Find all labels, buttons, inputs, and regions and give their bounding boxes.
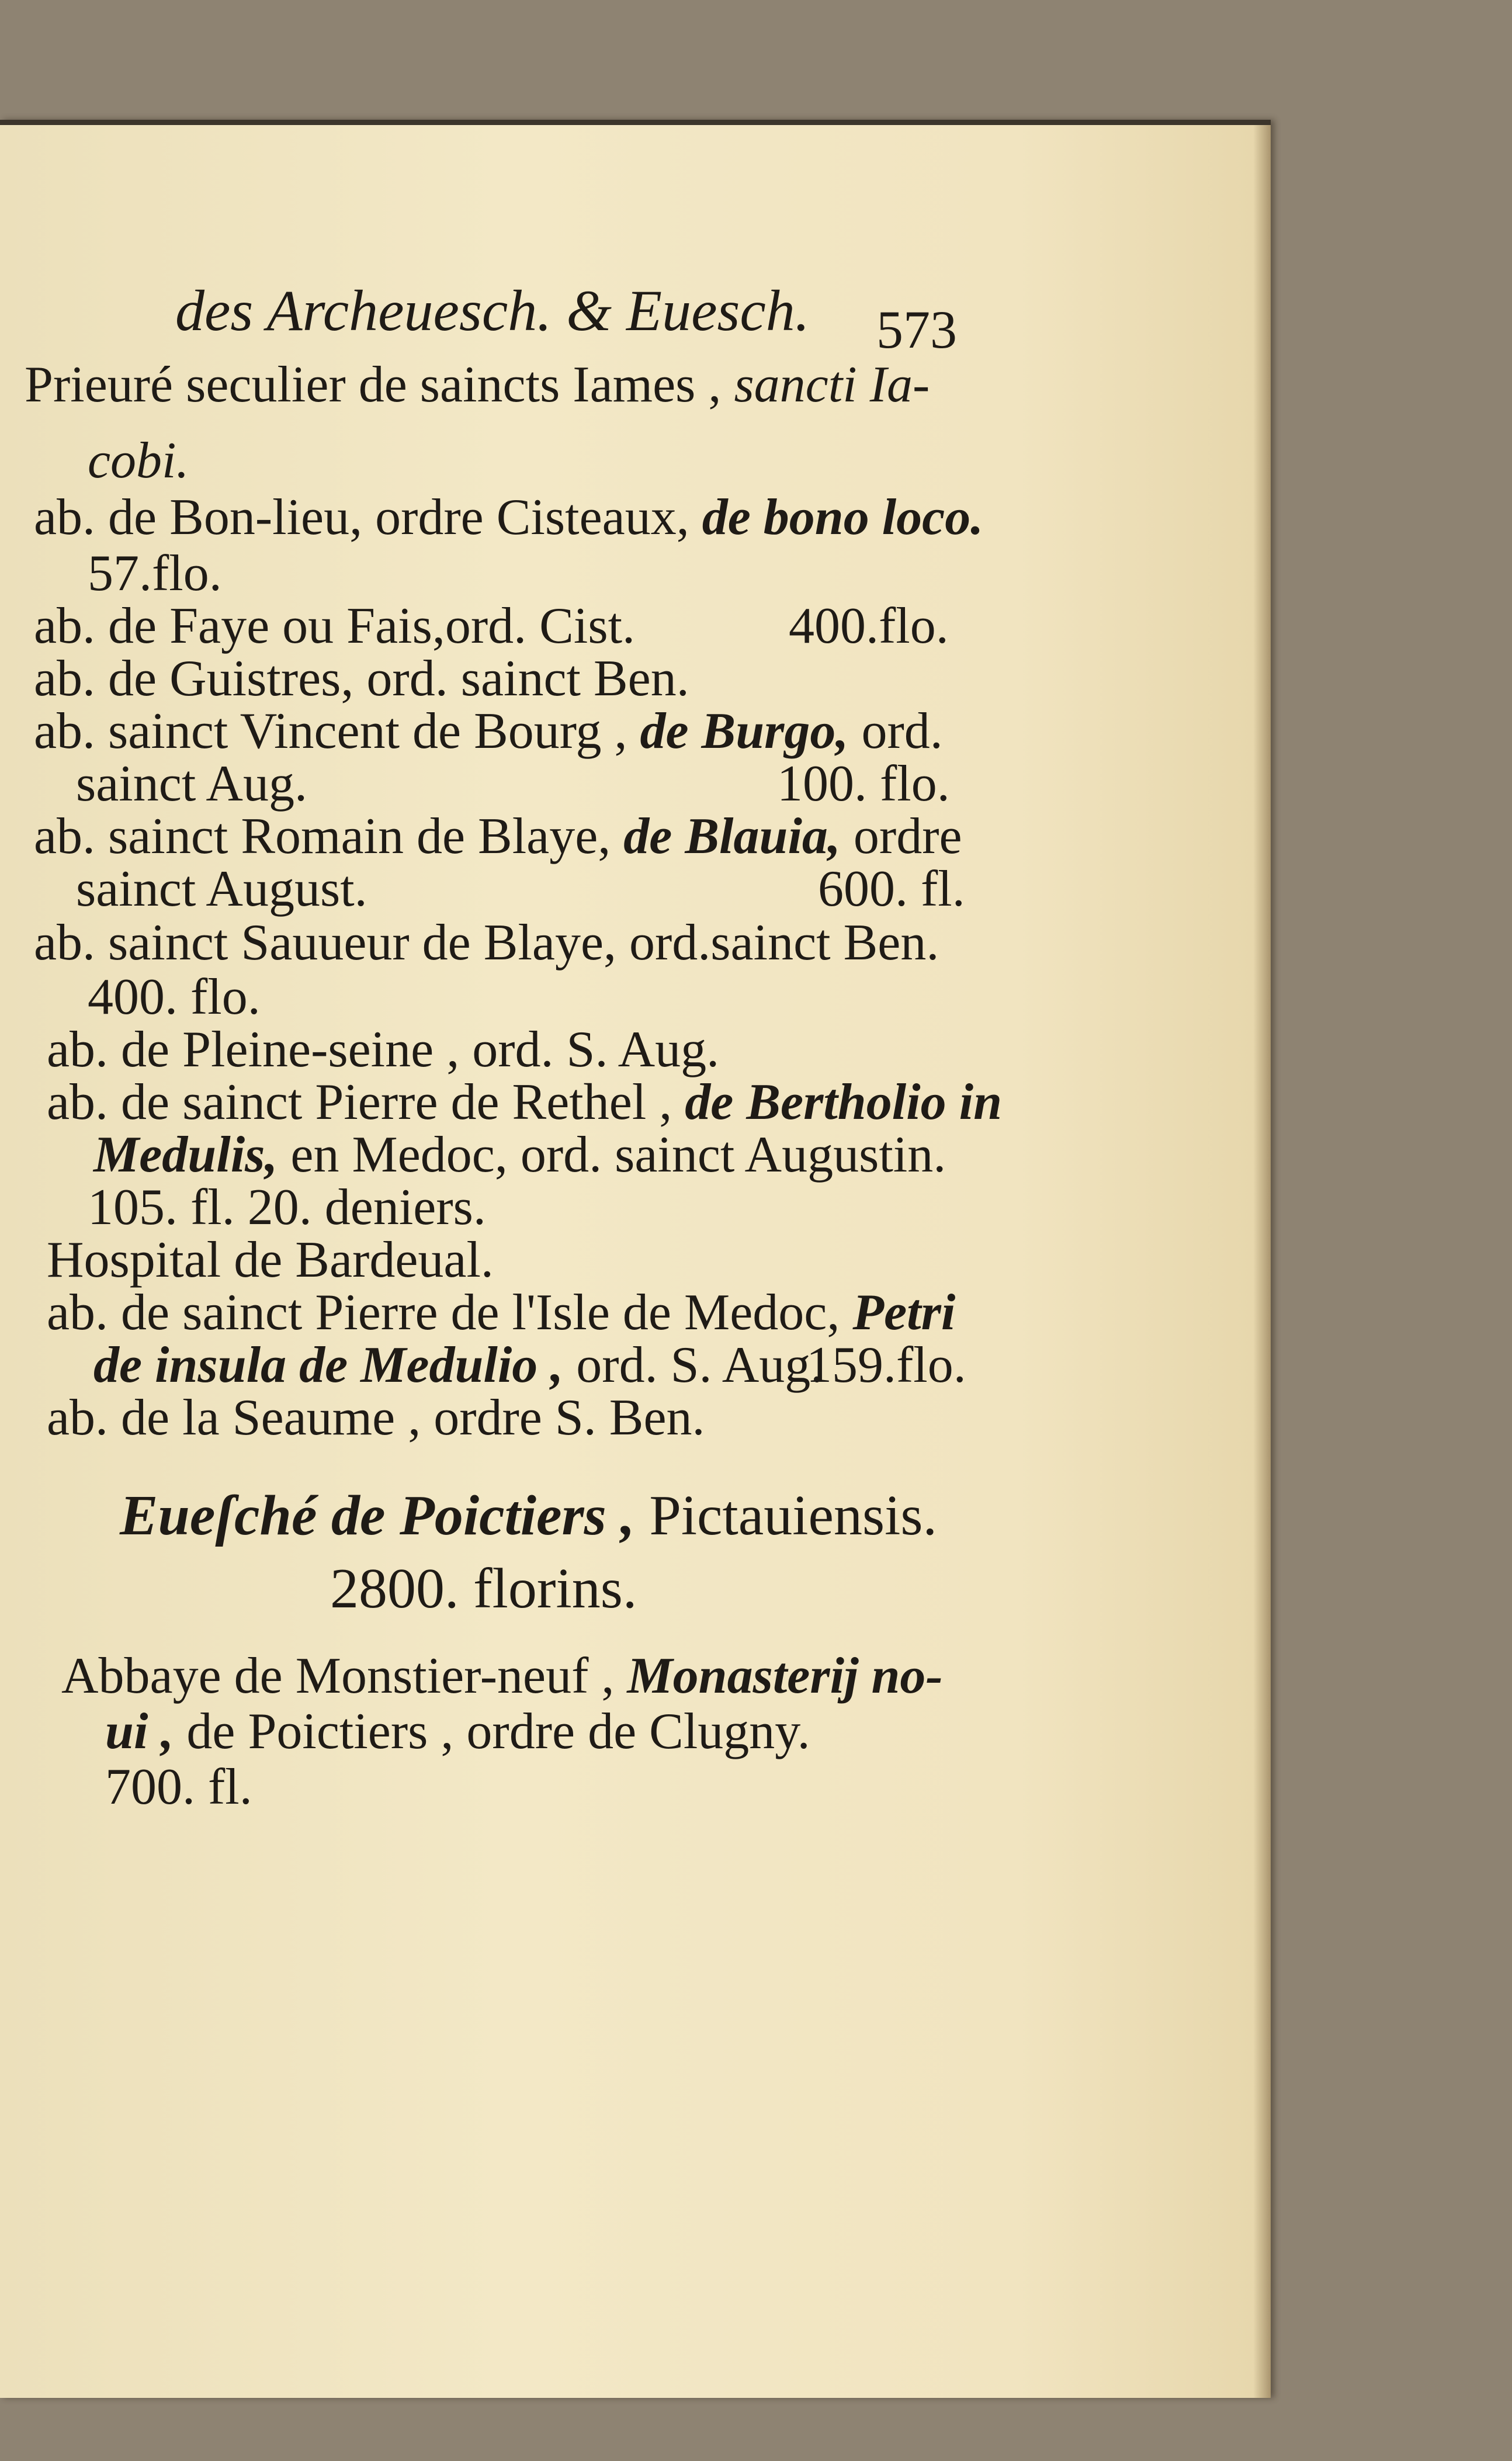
- entry-line: ab. de Faye ou Fais,ord. Cist.: [34, 598, 636, 654]
- entry-line: ab. de Pleine-seine , ord. S. Aug.: [47, 1021, 720, 1078]
- entry-line: 700. fl.: [105, 1759, 252, 1815]
- entry-line: ab. de sainct Pierre de Rethel , de Bertholio in: [47, 1074, 1003, 1131]
- running-title: des Archeuesch. & Euesch.: [175, 278, 810, 343]
- book-page: [0, 120, 1271, 2398]
- entry-line: Prieuré seculier de saincts Iames , sancti Ia-: [25, 356, 930, 413]
- entry-line: Medulis, en Medoc, ord. sainct Augustin.: [93, 1126, 946, 1183]
- section-title: Eueſché de Poictiers , Pictauiensis.: [120, 1484, 937, 1547]
- section-total: 2800. florins.: [330, 1557, 637, 1620]
- entry-line: ab. sainct Vincent de Bourg , de Burgo, ord.: [34, 703, 943, 760]
- entry-line: sainct August.: [76, 861, 367, 917]
- entry-amount: 400.flo.: [789, 598, 949, 654]
- entry-line: ab. sainct Romain de Blaye, de Blauia, ordre: [34, 808, 962, 865]
- entry-line: 57.flo.: [88, 545, 222, 602]
- entry-line: ab. de la Seaume , ordre S. Ben.: [47, 1389, 705, 1446]
- entry-line: sainct Aug.: [76, 755, 307, 812]
- entry-line: Hospital de Bardeual.: [47, 1232, 494, 1288]
- entry-line: ab. sainct Sauueur de Blaye, ord.sainct Ben.: [34, 914, 939, 971]
- page-number: 573: [876, 300, 957, 359]
- entry-line: de insula de Medulio , ord. S. Aug.: [93, 1337, 824, 1394]
- entry-line: ab. de Guistres, ord. sainct Ben.: [34, 650, 689, 707]
- entry-amount: 159.flo.: [806, 1337, 966, 1394]
- entry-line: cobi.: [88, 432, 189, 489]
- entry-line: 400. flo.: [88, 969, 261, 1025]
- entry-line: ab. de Bon-lieu, ordre Cisteaux, de bono loco.: [34, 489, 984, 546]
- entry-line: Abbaye de Monstier-neuf , Monasterij no-: [61, 1648, 943, 1704]
- entry-line: ab. de sainct Pierre de l'Isle de Medoc, Petri: [47, 1284, 956, 1341]
- entry-line: ui , de Poictiers , ordre de Clugny.: [105, 1703, 810, 1760]
- entry-amount: 100. flo.: [777, 755, 950, 812]
- entry-amount: 600. fl.: [818, 861, 965, 917]
- page-edge: [1253, 125, 1271, 2398]
- entry-line: 105. fl. 20. deniers.: [88, 1179, 486, 1236]
